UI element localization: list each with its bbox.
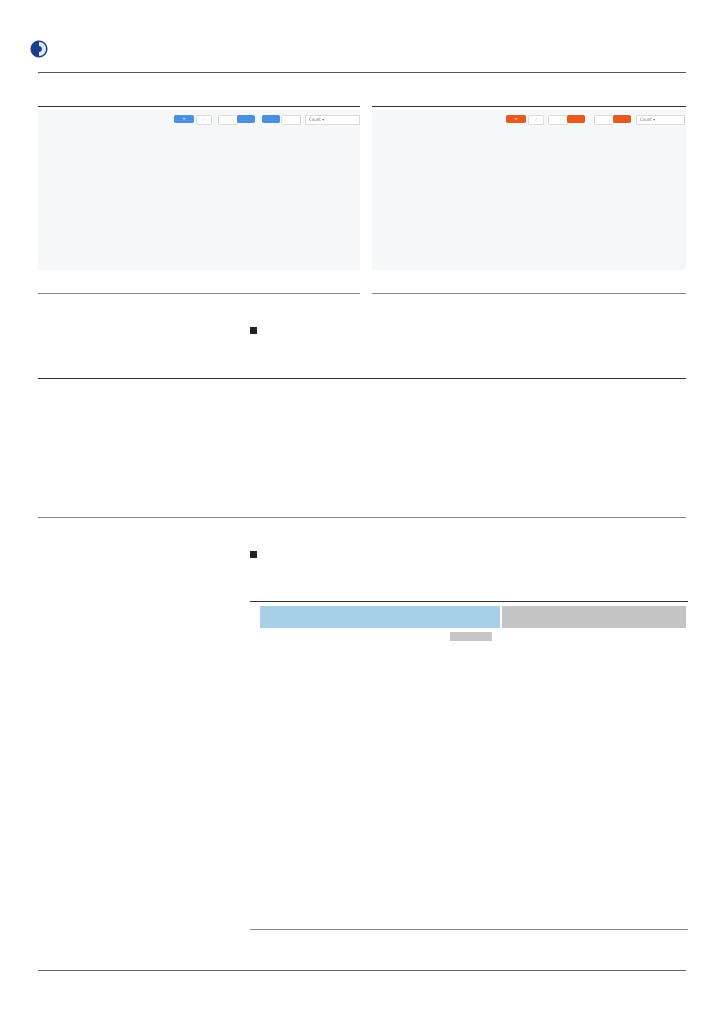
fig5-panel (38, 380, 688, 500)
header-divider (38, 72, 686, 73)
fig3-panel (38, 110, 360, 270)
fig6-bottom-rule (250, 929, 688, 930)
fig4-chart-toggle[interactable]: ⟋ (528, 115, 544, 125)
fig6-left-header (260, 606, 500, 628)
fig6-panel (250, 604, 688, 906)
fig5-stream-chart (38, 380, 688, 500)
fig5-bottom-rule (38, 517, 686, 518)
fig4-deaths-button[interactable] (613, 115, 631, 123)
fig3-weekly-button[interactable] (237, 115, 255, 123)
fig6-stacked-bar-chart (250, 640, 502, 862)
bullet-us-variants (250, 546, 688, 563)
bullet-ba5-global (250, 322, 688, 339)
bullet-square-icon (250, 551, 257, 558)
fig4-weekly-button[interactable] (567, 115, 585, 123)
fig3-cases-button[interactable] (281, 115, 301, 125)
fig4-cases-button[interactable] (594, 115, 614, 125)
fig3-dropdown[interactable]: Count ▾ (305, 115, 360, 125)
fig3-bottom-rule (38, 293, 360, 294)
fig4-dropdown[interactable]: Count ▾ (636, 115, 685, 125)
fig4-bottom-rule (372, 293, 686, 294)
fig6-footnote (500, 856, 686, 904)
fig5-title-rule (38, 378, 686, 379)
sinolink-logo-icon (30, 40, 48, 58)
bullet-square-icon (250, 327, 257, 334)
fig4-area-chart (484, 146, 682, 254)
fig6-right-header (502, 606, 686, 628)
fig6-title-rule (250, 601, 688, 602)
fig4-daily-button[interactable] (548, 115, 568, 125)
fig3-deaths-button[interactable] (262, 115, 280, 123)
fig3-chart-toggle[interactable]: ⟋ (196, 115, 212, 125)
fig3-area-chart (150, 146, 356, 254)
fig3-daily-button[interactable] (218, 115, 238, 125)
fig4-title-rule (372, 106, 686, 107)
fig3-title-rule (38, 106, 360, 107)
fig4-panel (372, 110, 686, 270)
fig3-list-toggle[interactable]: ≡ (174, 115, 194, 123)
footer-divider (38, 970, 686, 971)
fig4-list-toggle[interactable]: ≡ (506, 115, 526, 123)
